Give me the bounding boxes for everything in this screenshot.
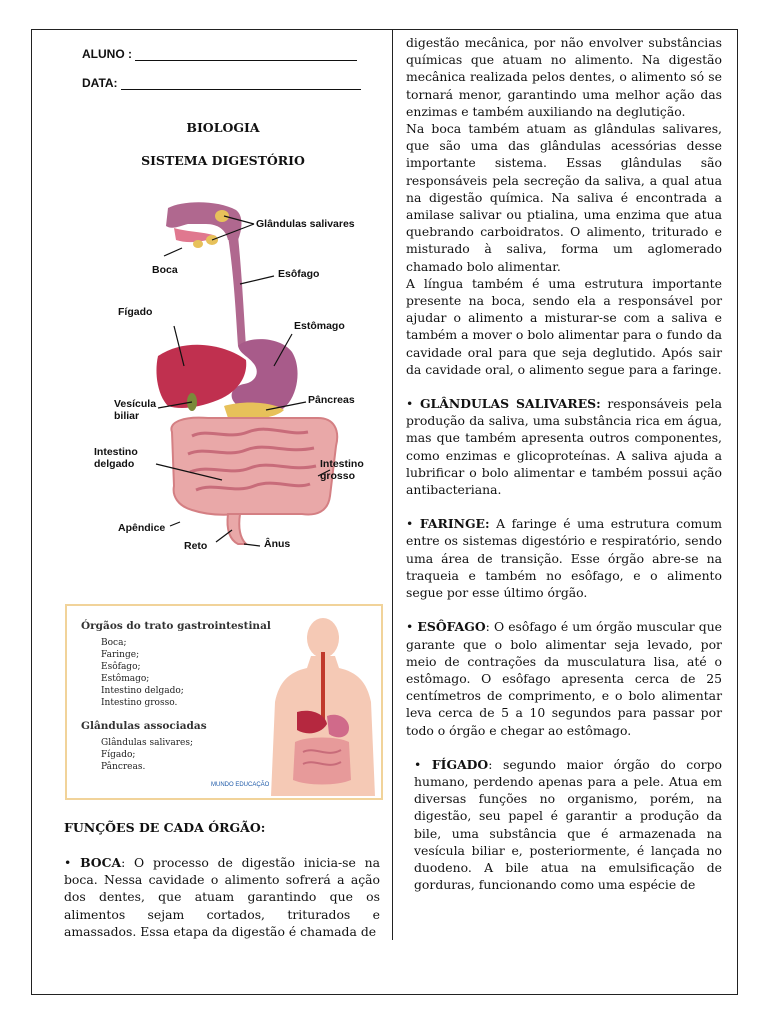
organ-item: Faringe;: [101, 650, 140, 660]
boca-paragraph: [64, 854, 380, 940]
box-title: Órgãos do trato gastrointestinal: [81, 620, 271, 632]
data-label: DATA:: [82, 76, 118, 90]
right-column-text: [406, 34, 722, 893]
aluno-input-line[interactable]: [135, 60, 357, 61]
esofago-paragraph: • ESÔFAGO: O esôfago é um órgão muscular que garante que o bolo alimentar seja levado, por meio de contrações da musculatura lisa, até o estômago. O esôfago apresenta cerca de 25 centímetros de comprimento, e o bolo alimentar leva cerca de 5 a 10 segundos para passar por todo o órgão e chegar ao estômago.: [406, 619, 723, 738]
figado-body: : segundo maior órgão do corpo humano, perdendo apenas para a pele. Atua em diversas funções no organismo, porém, na digestão, seu papel é garantir a produção da bile, uma substância que é armazenada na vesícula biliar e, posteriormente, é lançada no duodeno. A bile atua na emulsificação de gorduras, funcionando como uma espécie de: [414, 756, 723, 893]
figado-paragraph: • FÍGADO: segundo maior órgão do corpo humano, perdendo apenas para a pele. Atua em diversas funções no organismo, porém, na digestão, seu papel é garantir a produção da bile, uma substância que é armazenada na vesícula biliar e, posteriormente, é lançada no duodeno. A bile atua na emulsificação de gorduras, funcionando como uma espécie de: [414, 756, 723, 893]
label-intestino-delgado: Intestino delgado: [94, 446, 138, 470]
label-intestino-grosso: Intestino grosso: [320, 458, 364, 482]
paragraph-glandulas: Na boca também atuam as glândulas salivares, que são uma das glândulas acessórias desse importante sistema. Essas glândulas são responsáveis pela secreção da saliva, a qual atua na digestão química. Na saliva é encontrada a amilase salivar ou ptialina, uma enzima que atua quebrando carboidratos. O alimento, triturado e misturado à saliva, forma um aglomerado chamado bolo alimentar.: [406, 121, 722, 274]
aluno-field: [82, 47, 357, 61]
label-anus: Ânus: [264, 538, 291, 550]
label-figado: Fígado: [118, 306, 153, 318]
paragraph-lingua: A língua também é uma estrutura importante presente na boca, sendo ela a responsável por ajudar o alimento a misturar-se com a saliva e também a mover o bolo alimentar para o fundo da cavidade oral para que seja deglutido. Após sair da cavidade oral, o alimento segue para a faringe.: [406, 275, 722, 377]
mundo-educacao-logo: MUNDO EDUCAÇÃO: [211, 782, 270, 788]
column-divider: [392, 30, 393, 940]
label-vesicula-biliar: Vesícula biliar: [114, 398, 157, 422]
data-field: [82, 76, 361, 90]
esofago-body: : O esôfago é um órgão muscular que garante que o bolo alimentar seja levado, por meio de contrações da musculatura lisa, até o estômago. O esôfago apresenta cerca de 25 centímetros de comprimento, e o bolo alimentar leva cerca de 5 a 10 segundos para passar por todo o órgão e chegar ao estômago.: [406, 619, 723, 738]
label-reto: Reto: [184, 540, 208, 552]
organ-item: Boca;: [101, 638, 127, 648]
boca-label: BOCA: [80, 855, 122, 870]
paragraph-digestao-mecanica: digestão mecânica, por não envolver substâncias químicas que atuam no alimento. Na digestão mecânica realizada pelos dentes, o alimento só se tornará menor, garantindo uma melhor ação das enzimas e também auxiliando na deglutição.: [406, 35, 722, 119]
label-estomago: Estômago: [294, 320, 345, 332]
faringe-label: FARINGE:: [419, 516, 490, 532]
glands-title: Glândulas associadas: [81, 720, 207, 732]
label-boca: Boca: [152, 264, 178, 276]
organ-item: Intestino grosso.: [101, 698, 178, 708]
aluno-label: ALUNO :: [82, 47, 132, 61]
salivares-paragraph: • GLÂNDULAS SALIVARES: responsáveis pela produção da saliva, uma substância rica em água, mas que também apresenta outros componentes, como enzimas e glicoproteínas. A saliva ajuda a lubrificar o bolo alimentar e também possui ação antibacteriana.: [406, 396, 722, 498]
digestive-illustration: [88, 196, 378, 556]
organ-item: Intestino delgado;: [101, 686, 184, 696]
label-apendice: Apêndice: [118, 522, 166, 534]
faringe-body: A faringe é uma estrutura comum entre os sistemas digestório e respiratório, sendo uma área de transição. Esse órgão abre-se na traqueia e também no esôfago, e o alimento segue por esse último órgão.: [406, 516, 723, 601]
gland-item: Glândulas salivares;: [101, 738, 193, 748]
gland-item: Pâncreas.: [101, 762, 146, 772]
label-glandulas-salivares: Glândulas salivares: [256, 218, 355, 230]
subject-title: BIOLOGIA: [186, 120, 260, 135]
label-esofago: Esôfago: [278, 268, 320, 280]
section-title-funcoes: FUNÇÕES DE CADA ÓRGÃO:: [64, 820, 266, 835]
esofago-label: ESÔFAGO: [417, 619, 486, 635]
body-silhouette-illustration: [267, 612, 377, 796]
digestive-system-diagram: [88, 196, 378, 556]
gland-item: Fígado;: [101, 750, 136, 760]
faringe-paragraph: • FARINGE: A faringe é uma estrutura comum entre os sistemas digestório e respiratório, sendo uma área de transição. Esse órgão abre-se na traqueia e também no esôfago, e o alimento segue por esse último órgão.: [406, 516, 723, 601]
salivares-label: GLÂNDULAS SALIVARES:: [419, 396, 601, 412]
figado-label: FÍGADO: [431, 756, 489, 772]
topic-title: SISTEMA DIGESTÓRIO: [141, 153, 305, 168]
boca-text: • BOCA: O processo de digestão inicia-se na boca. Nessa cavidade o alimento sofrerá a ação dos dentes, que atuam garantindo que os alimentos sejam cortados, triturados e amassados. Essa etapa da digestão é chamada de: [64, 855, 381, 939]
boca-body: : O processo de digestão inicia-se na boca. Nessa cavidade o alimento sofrerá a ação dos dentes, que atuam garantindo que os alimentos sejam cortados, triturados e amassados. Essa etapa da digestão é chamada de: [64, 855, 381, 939]
data-input-line[interactable]: [121, 89, 361, 90]
label-pancreas: Pâncreas: [308, 394, 355, 406]
organ-item: Estômago;: [101, 674, 150, 684]
organs-info-box: [65, 604, 383, 800]
organ-item: Esôfago;: [101, 662, 141, 672]
salivares-body: responsáveis pela produção da saliva, uma substância rica em água, mas que também apresenta outros componentes, como enzimas e glicoproteínas. A saliva ajuda a lubrificar o bolo alimentar e também possui ação antibacteriana.: [406, 396, 722, 498]
